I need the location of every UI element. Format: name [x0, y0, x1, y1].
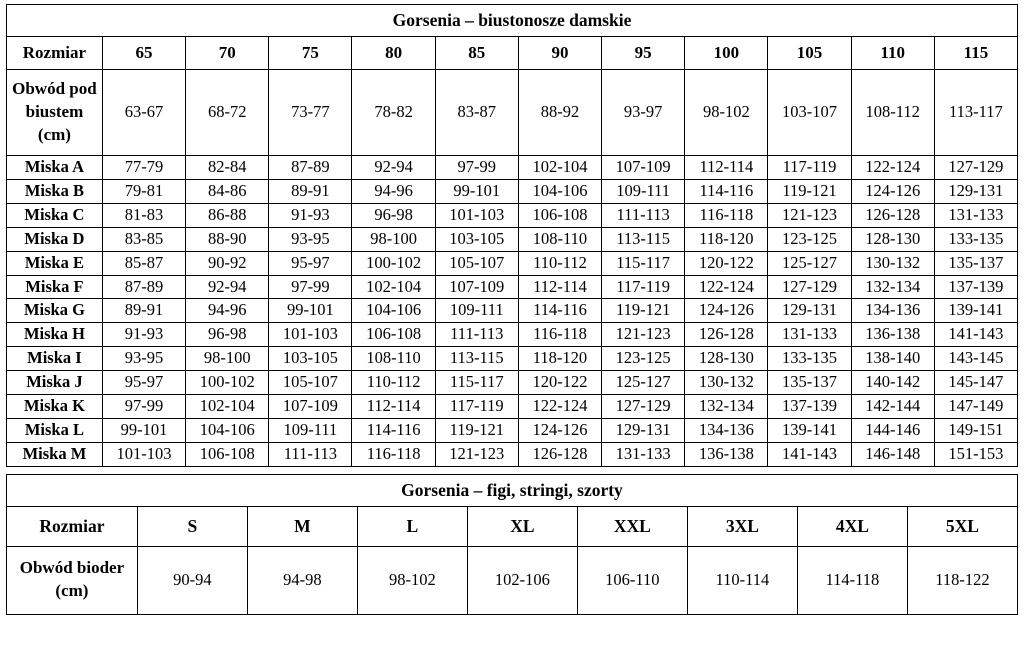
hips-cell: 94-98 [247, 546, 357, 614]
cup-cell: 97-99 [269, 275, 352, 299]
cup-cell: 128-130 [851, 227, 934, 251]
underbust-cell: 78-82 [352, 69, 435, 155]
cup-cell: 102-104 [518, 155, 601, 179]
cup-cell: 136-138 [851, 323, 934, 347]
cup-cell: 137-139 [934, 275, 1017, 299]
panties-header-cell: M [247, 507, 357, 546]
cup-cell: 139-141 [934, 299, 1017, 323]
cup-cell: 103-105 [435, 227, 518, 251]
cup-cell: 144-146 [851, 419, 934, 443]
cup-cell: 112-114 [685, 155, 768, 179]
cup-cell: 111-113 [602, 203, 685, 227]
table-row [6, 203, 1017, 227]
cup-cell: 125-127 [602, 371, 685, 395]
cup-cell: 91-93 [102, 323, 185, 347]
cup-cell: 111-113 [435, 323, 518, 347]
cup-cell: 138-140 [851, 347, 934, 371]
cup-cell: 127-129 [934, 155, 1017, 179]
hips-cell: 106-110 [577, 546, 687, 614]
cup-cell: 127-129 [602, 395, 685, 419]
hips-label: Obwód bioder (cm) [7, 546, 138, 614]
cup-label: Miska A [6, 155, 102, 179]
cup-cell: 109-111 [269, 419, 352, 443]
cup-cell: 131-133 [602, 443, 685, 467]
underbust-cell: 98-102 [685, 69, 768, 155]
cup-cell: 96-98 [186, 323, 269, 347]
panties-header-row [7, 507, 1018, 546]
cup-cell: 95-97 [269, 251, 352, 275]
cup-cell: 101-103 [102, 443, 185, 467]
bras-size-table [6, 4, 1018, 467]
panties-header-cell: S [137, 507, 247, 546]
cup-cell: 135-137 [768, 371, 851, 395]
underbust-cell: 108-112 [851, 69, 934, 155]
cup-cell: 110-112 [352, 371, 435, 395]
cup-cell: 131-133 [934, 203, 1017, 227]
cup-label: Miska E [6, 251, 102, 275]
cup-cell: 130-132 [685, 371, 768, 395]
cup-cell: 116-118 [518, 323, 601, 347]
panties-title-row [7, 475, 1018, 507]
table-row [6, 371, 1017, 395]
underbust-label: Obwód pod biustem (cm) [6, 69, 102, 155]
bras-header-cell: 70 [186, 37, 269, 70]
panties-header-cell: Rozmiar [7, 507, 138, 546]
hips-row [7, 546, 1018, 614]
cup-cell: 124-126 [518, 419, 601, 443]
cup-label: Miska B [6, 179, 102, 203]
cup-cell: 109-111 [435, 299, 518, 323]
cup-cell: 98-100 [352, 227, 435, 251]
cup-cell: 79-81 [102, 179, 185, 203]
cup-cell: 135-137 [934, 251, 1017, 275]
cup-cell: 99-101 [435, 179, 518, 203]
cup-cell: 101-103 [269, 323, 352, 347]
cup-cell: 114-116 [352, 419, 435, 443]
cup-cell: 121-123 [768, 203, 851, 227]
cup-label: Miska I [6, 347, 102, 371]
bras-header-cell: 85 [435, 37, 518, 70]
cup-cell: 105-107 [269, 371, 352, 395]
cup-cell: 117-119 [602, 275, 685, 299]
cup-cell: 128-130 [685, 347, 768, 371]
cup-cell: 107-109 [435, 275, 518, 299]
cup-cell: 86-88 [186, 203, 269, 227]
bras-title-row [6, 5, 1017, 37]
table-row [6, 275, 1017, 299]
cup-cell: 98-100 [186, 347, 269, 371]
panties-header-cell: XXL [577, 507, 687, 546]
cup-cell: 89-91 [269, 179, 352, 203]
cup-cell: 143-145 [934, 347, 1017, 371]
cup-cell: 133-135 [768, 347, 851, 371]
cup-cell: 137-139 [768, 395, 851, 419]
cup-cell: 136-138 [685, 443, 768, 467]
cup-cell: 87-89 [269, 155, 352, 179]
cup-cell: 140-142 [851, 371, 934, 395]
cup-cell: 97-99 [435, 155, 518, 179]
cup-cell: 145-147 [934, 371, 1017, 395]
cup-label: Miska H [6, 323, 102, 347]
cup-label: Miska L [6, 419, 102, 443]
cup-cell: 142-144 [851, 395, 934, 419]
cup-cell: 121-123 [435, 443, 518, 467]
cup-cell: 129-131 [934, 179, 1017, 203]
cup-cell: 114-116 [518, 299, 601, 323]
hips-cell: 118-122 [907, 546, 1017, 614]
table-row [6, 251, 1017, 275]
cup-cell: 126-128 [851, 203, 934, 227]
cup-cell: 133-135 [934, 227, 1017, 251]
underbust-cell: 83-87 [435, 69, 518, 155]
table-row [6, 155, 1017, 179]
cup-cell: 119-121 [602, 299, 685, 323]
cup-cell: 127-129 [768, 275, 851, 299]
cup-cell: 84-86 [186, 179, 269, 203]
cup-cell: 90-92 [186, 251, 269, 275]
table-row [6, 419, 1017, 443]
cup-label: Miska C [6, 203, 102, 227]
cup-cell: 125-127 [768, 251, 851, 275]
underbust-cell: 88-92 [518, 69, 601, 155]
panties-header-cell: XL [467, 507, 577, 546]
cup-label: Miska G [6, 299, 102, 323]
cup-cell: 108-110 [352, 347, 435, 371]
cup-cell: 122-124 [851, 155, 934, 179]
cup-cell: 81-83 [102, 203, 185, 227]
bras-header-row [6, 37, 1017, 70]
cup-cell: 141-143 [768, 443, 851, 467]
cup-cell: 102-104 [352, 275, 435, 299]
cup-cell: 117-119 [435, 395, 518, 419]
cup-cell: 146-148 [851, 443, 934, 467]
cup-cell: 100-102 [352, 251, 435, 275]
cup-cell: 116-118 [352, 443, 435, 467]
cup-cell: 104-106 [518, 179, 601, 203]
cup-cell: 112-114 [352, 395, 435, 419]
bras-header-cell: 90 [518, 37, 601, 70]
cup-cell: 124-126 [851, 179, 934, 203]
hips-cell: 102-106 [467, 546, 577, 614]
cup-label: Miska F [6, 275, 102, 299]
underbust-cell: 63-67 [102, 69, 185, 155]
table-row [6, 299, 1017, 323]
cup-cell: 104-106 [352, 299, 435, 323]
underbust-cell: 73-77 [269, 69, 352, 155]
bras-header-cell: 80 [352, 37, 435, 70]
cup-cell: 100-102 [186, 371, 269, 395]
cup-label: Miska K [6, 395, 102, 419]
underbust-cell: 103-107 [768, 69, 851, 155]
cup-cell: 94-96 [186, 299, 269, 323]
cup-cell: 92-94 [352, 155, 435, 179]
cup-cell: 106-108 [518, 203, 601, 227]
cup-cell: 149-151 [934, 419, 1017, 443]
cup-cell: 141-143 [934, 323, 1017, 347]
underbust-row [6, 69, 1017, 155]
cup-cell: 99-101 [102, 419, 185, 443]
cup-cell: 101-103 [435, 203, 518, 227]
panties-size-table [6, 474, 1018, 614]
bras-title: Gorsenia – biustonosze damskie [6, 5, 1017, 37]
cup-label: Miska M [6, 443, 102, 467]
cup-cell: 77-79 [102, 155, 185, 179]
bras-header-cell: 65 [102, 37, 185, 70]
cup-cell: 122-124 [685, 275, 768, 299]
cup-cell: 151-153 [934, 443, 1017, 467]
hips-cell: 98-102 [357, 546, 467, 614]
cup-cell: 106-108 [352, 323, 435, 347]
cup-cell: 134-136 [851, 299, 934, 323]
cup-cell: 99-101 [269, 299, 352, 323]
cup-cell: 129-131 [768, 299, 851, 323]
cup-cell: 96-98 [352, 203, 435, 227]
cup-cell: 91-93 [269, 203, 352, 227]
underbust-cell: 93-97 [602, 69, 685, 155]
cup-cell: 87-89 [102, 275, 185, 299]
cup-cell: 107-109 [269, 395, 352, 419]
cup-cell: 116-118 [685, 203, 768, 227]
panties-header-cell: L [357, 507, 467, 546]
cup-cell: 105-107 [435, 251, 518, 275]
cup-cell: 115-117 [435, 371, 518, 395]
bras-header-cell: 105 [768, 37, 851, 70]
size-chart-page [0, 4, 1024, 649]
cup-cell: 89-91 [102, 299, 185, 323]
cup-cell: 126-128 [685, 323, 768, 347]
hips-cell: 114-118 [797, 546, 907, 614]
table-row [6, 395, 1017, 419]
cup-cell: 97-99 [102, 395, 185, 419]
hips-cell: 110-114 [687, 546, 797, 614]
cup-cell: 120-122 [518, 371, 601, 395]
table-row [6, 443, 1017, 467]
cup-cell: 115-117 [602, 251, 685, 275]
cup-cell: 126-128 [518, 443, 601, 467]
panties-header-cell: 4XL [797, 507, 907, 546]
panties-header-cell: 5XL [907, 507, 1017, 546]
bras-header-cell: 110 [851, 37, 934, 70]
cup-cell: 129-131 [602, 419, 685, 443]
cup-cell: 123-125 [768, 227, 851, 251]
bras-header-cell: 75 [269, 37, 352, 70]
cup-cell: 104-106 [186, 419, 269, 443]
cup-cell: 118-120 [685, 227, 768, 251]
bras-header-cell: 100 [685, 37, 768, 70]
cup-cell: 110-112 [518, 251, 601, 275]
cup-label: Miska D [6, 227, 102, 251]
cup-cell: 121-123 [602, 323, 685, 347]
cup-cell: 112-114 [518, 275, 601, 299]
cup-cell: 134-136 [685, 419, 768, 443]
cup-cell: 88-90 [186, 227, 269, 251]
table-row [6, 227, 1017, 251]
cup-cell: 139-141 [768, 419, 851, 443]
cup-cell: 95-97 [102, 371, 185, 395]
cup-cell: 117-119 [768, 155, 851, 179]
table-row [6, 179, 1017, 203]
hips-cell: 90-94 [137, 546, 247, 614]
cup-cell: 85-87 [102, 251, 185, 275]
cup-cell: 103-105 [269, 347, 352, 371]
cup-cell: 113-115 [435, 347, 518, 371]
cup-cell: 93-95 [269, 227, 352, 251]
bras-header-cell: 95 [602, 37, 685, 70]
cup-cell: 124-126 [685, 299, 768, 323]
cup-cell: 93-95 [102, 347, 185, 371]
cup-cell: 114-116 [685, 179, 768, 203]
cup-cell: 132-134 [685, 395, 768, 419]
cup-cell: 122-124 [518, 395, 601, 419]
cup-cell: 111-113 [269, 443, 352, 467]
cup-cell: 132-134 [851, 275, 934, 299]
cup-cell: 119-121 [768, 179, 851, 203]
cup-cell: 147-149 [934, 395, 1017, 419]
cup-cell: 94-96 [352, 179, 435, 203]
underbust-cell: 68-72 [186, 69, 269, 155]
table-row [6, 347, 1017, 371]
cup-cell: 119-121 [435, 419, 518, 443]
panties-title: Gorsenia – figi, stringi, szorty [7, 475, 1018, 507]
cup-cell: 102-104 [186, 395, 269, 419]
cup-cell: 92-94 [186, 275, 269, 299]
cup-cell: 109-111 [602, 179, 685, 203]
cup-cell: 113-115 [602, 227, 685, 251]
cup-cell: 120-122 [685, 251, 768, 275]
cup-cell: 131-133 [768, 323, 851, 347]
cup-cell: 123-125 [602, 347, 685, 371]
underbust-cell: 113-117 [934, 69, 1017, 155]
cup-cell: 107-109 [602, 155, 685, 179]
bras-header-cell: Rozmiar [6, 37, 102, 70]
cup-cell: 83-85 [102, 227, 185, 251]
cup-label: Miska J [6, 371, 102, 395]
cup-cell: 118-120 [518, 347, 601, 371]
cup-cell: 130-132 [851, 251, 934, 275]
cup-cell: 82-84 [186, 155, 269, 179]
cup-cell: 106-108 [186, 443, 269, 467]
table-row [6, 323, 1017, 347]
cup-cell: 108-110 [518, 227, 601, 251]
panties-header-cell: 3XL [687, 507, 797, 546]
bras-header-cell: 115 [934, 37, 1017, 70]
